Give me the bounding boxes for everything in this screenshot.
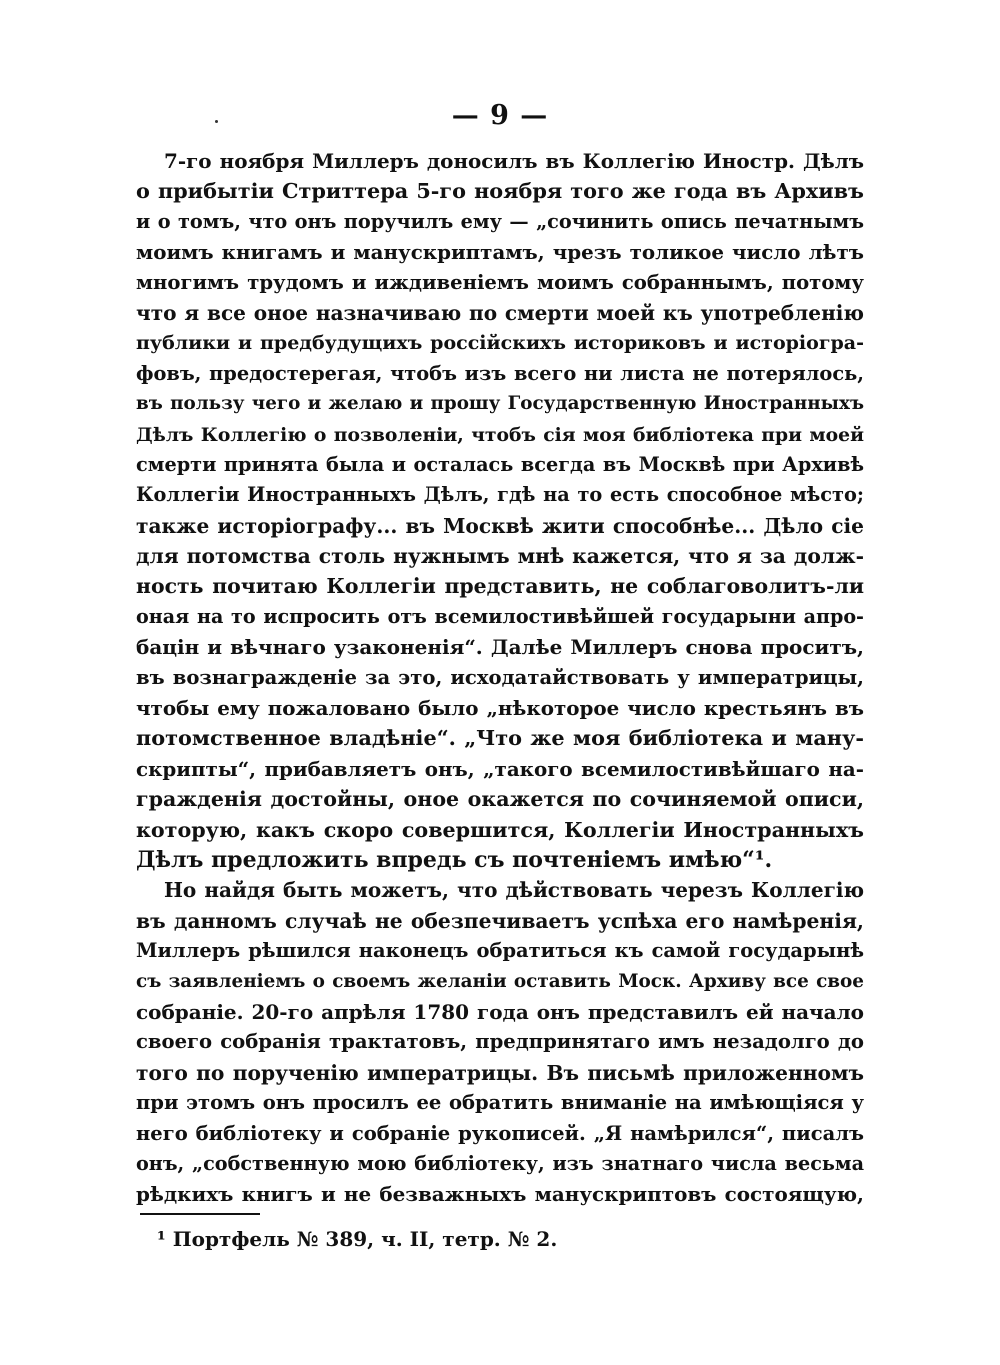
text-line: того по порученію императрицы. Въ письмѣ приложенномъ (136, 1060, 864, 1085)
text-line: скрипты“, прибавляетъ онъ, „такого всемилостивѣйшаго на- (136, 756, 864, 781)
footnote-divider (140, 1213, 260, 1215)
text-line: своего собранія трактатовъ, предпринятаго имъ незадолго до (136, 1030, 864, 1054)
text-line: при этомъ онъ просилъ ее обратить вниманіе на имѣющіяся у (136, 1091, 864, 1115)
text-line: Дѣлъ предложить впредь съ почтеніемъ имѣю“¹. (136, 846, 773, 873)
text-line: 7-го ноября Миллеръ доносилъ въ Коллегію Иностр. Дѣлъ (164, 149, 864, 173)
text-line: бацін и вѣчнаго узаконенія“. Далѣе Миллеръ снова проситъ, (136, 635, 864, 660)
text-line: что я все оное назначиваю по смерти моей къ употребленію (136, 300, 864, 325)
text-line: съ заявленіемъ о своемъ желаніи оставить Моск. Архиву все свое (136, 970, 864, 992)
text-line: также исторіографу... въ Москвѣ жити способнѣе... Дѣло сіе (136, 513, 864, 538)
text-line: потомственное владѣніе“. „Что же моя библіотека и ману- (136, 725, 864, 751)
text-line: фовъ, предостерегая, чтобъ изъ всего ни листа не потерялось, (136, 361, 864, 385)
text-line: ность почитаю Коллегіи представить, не соблаговолитъ-ли (136, 574, 864, 599)
text-line: которую, какъ скоро совершится, Коллегіи Иностранныхъ (136, 817, 864, 842)
text-line: него библіотеку и собраніе рукописей. „Я намѣрился“, писалъ (136, 1121, 864, 1145)
text-line: гражденія достойны, оное окажется по сочиняемой описи, (136, 787, 864, 812)
text-line: публики и предбудущихъ россійскихъ историковъ и исторіогра- (136, 332, 864, 355)
text-line: чтобы ему пожаловано было „нѣкоторое число крестьянъ въ (136, 696, 864, 721)
body-text (136, 146, 864, 1210)
page-number: — 9 — (451, 100, 549, 131)
text-line: о прибытіи Стриттера 5-го ноября того же года въ Архивъ (136, 178, 864, 204)
text-line: Миллеръ рѣшился наконецъ обратиться къ самой государынѣ (136, 939, 864, 963)
text-line: собраніе. 20-го апрѣля 1780 года онъ представилъ ей начало (136, 999, 864, 1024)
text-line: Но найдя быть можетъ, что дѣйствовать черезъ Коллегію (164, 878, 864, 903)
text-line: смерти принята была и осталась всегда въ Москвѣ при Архивѣ (136, 452, 864, 476)
text-line: Дѣлъ Коллегію о позволеніи, чтобъ сія моя библіотека при моей (136, 423, 864, 446)
text-line: въ вознагражденіе за это, исходатайствовать у императрицы, (136, 665, 864, 689)
text-line: въ данномъ случаѣ не обезпечиваетъ успѣха его намѣренія, (136, 908, 864, 933)
text-line: Коллегіи Иностранныхъ Дѣлъ, гдѣ на то есть способное мѣсто; (136, 483, 864, 507)
text-line: моимъ книгамъ и манускриптамъ, чрезъ толикое число лѣтъ (136, 240, 864, 265)
text-line: рѣдкихъ книгъ и не безважныхъ манускриптовъ состоящую, (136, 1182, 864, 1207)
text-line: для потомства столь нужнымъ мнѣ кажется, что я за долж- (136, 544, 864, 569)
text-line: многимъ трудомъ и иждивеніемъ моимъ собраннымъ, потому (136, 270, 864, 294)
print-speck (215, 120, 218, 123)
text-line: въ пользу чего и желаю и прошу Государственную Иностранныхъ (136, 393, 864, 415)
text-line: оная на то испросить отъ всемилостивѣйшей государыни апро- (136, 604, 864, 628)
text-line: онъ, „собственную мою библіотеку, изъ знатнаго числа весьма (136, 1151, 864, 1175)
footnote: ¹ Портфель № 389, ч. II, тетр. № 2. (157, 1227, 558, 1251)
text-line: и о томъ, что онъ поручилъ ему — „сочинить опись печатнымъ (136, 209, 864, 233)
